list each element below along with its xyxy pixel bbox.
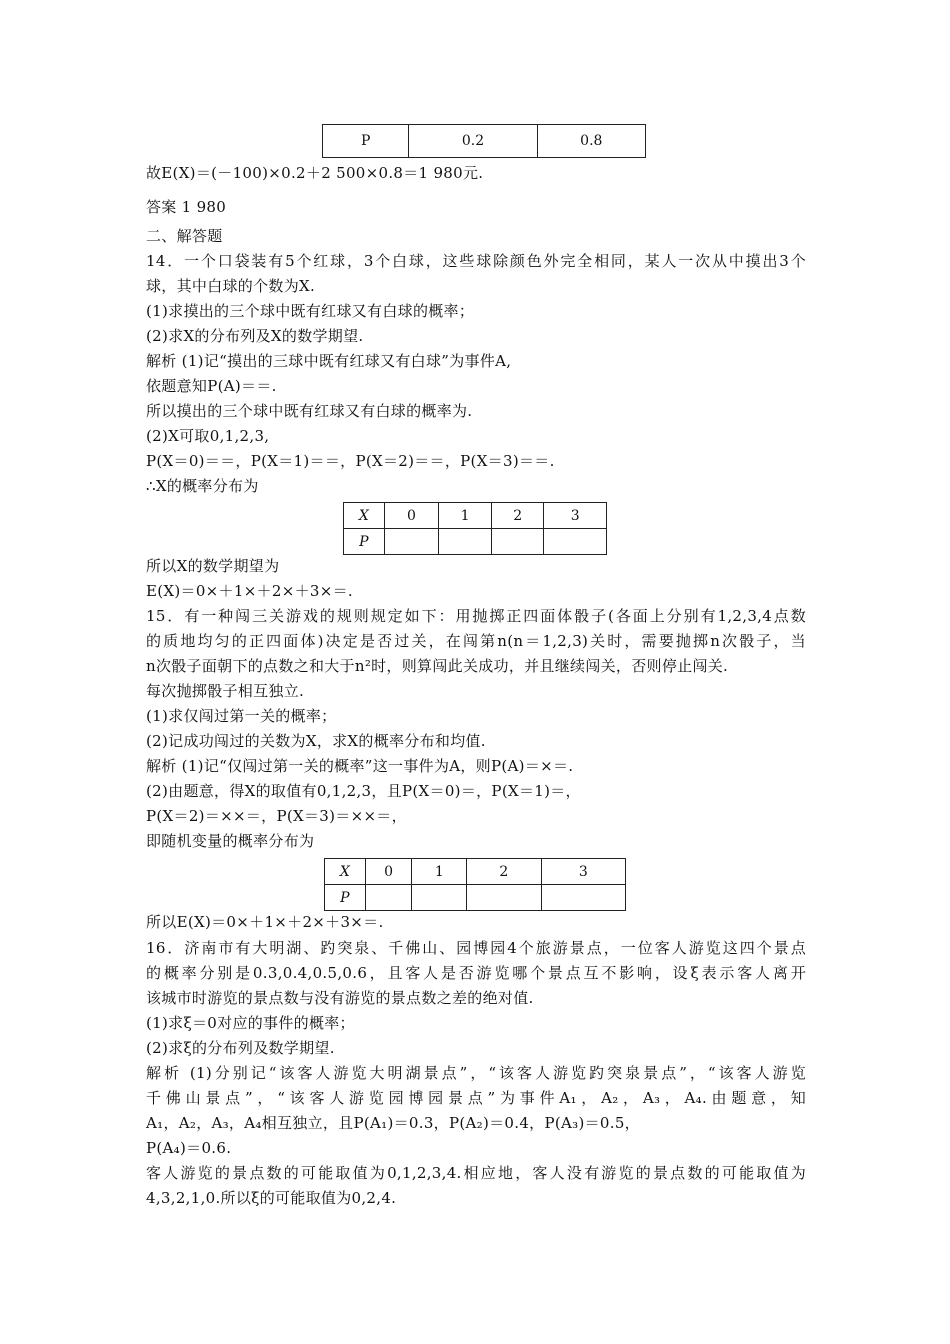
q16-stem-line: 该城市时游览的景点数与没有游览的景点数之差的绝对值. — [146, 989, 534, 1007]
q14-stem-line: 14．一个口袋装有5个红球，3个白球，这些球除颜色外完全相同，某人一次从中摸出3个 — [146, 252, 806, 270]
q16-part1: (1)求ξ＝0对应的事件的概率； — [146, 1014, 355, 1032]
q15-stem-line: n次骰子面朝下的点数之和大于n²时，则算闯此关成功，并且继续闯关，否则停止闯关. — [146, 657, 729, 675]
table-cell — [412, 885, 467, 911]
table-header-cell: 0 — [384, 503, 439, 529]
table-cell — [467, 885, 541, 911]
table-header-cell: 3 — [544, 503, 607, 529]
table-cell — [365, 885, 412, 911]
q16-stem-line: 的概率分别是0.3,0.4,0.5,0.6，且客人是否游览哪个景点互不影响，设ξ表示客人离开 — [146, 964, 806, 982]
q14-solution-line: (2)X可取0,1,2,3, — [146, 427, 270, 445]
q14-part1: (1)求摸出的三个球中既有红球又有白球的概率； — [146, 302, 475, 320]
section-heading: 二、解答题 — [146, 227, 223, 245]
q14-solution-line: 解析 (1)记“摸出的三球中既有红球又有白球”为事件A, — [146, 352, 512, 370]
q14-part2: (2)求X的分布列及X的数学期望. — [146, 327, 364, 345]
q15-part1: (1)求仅闯过第一关的概率； — [146, 707, 337, 725]
q15-stem-line: 的质地均匀的正四面体)决定是否过关，在闯第n(n＝1,2,3)关时，需要抛掷n次骰子，当 — [146, 632, 806, 650]
q16-solution-line: 解析 (1)分别记“该客人游览大明湖景点”，“该客人游览趵突泉景点”，“该客人游览 — [146, 1064, 806, 1082]
q16-solution-line: 客人游览的景点数的可能取值为0,1,2,3,4.相应地，客人没有游览的景点数的可能取值为 — [146, 1164, 806, 1182]
table-header-cell: 1 — [439, 503, 492, 529]
q14-solution-line: ∴X的概率分布为 — [146, 477, 259, 495]
top-probability-table — [322, 124, 646, 158]
q16-solution-line: 4,3,2,1,0.所以ξ的可能取值为0,2,4. — [146, 1189, 397, 1207]
table-row-label: P — [344, 529, 385, 555]
answer-label: 答案 1 980 — [146, 198, 227, 216]
top-table-label: P — [323, 125, 409, 158]
q15-stem-line: 15．有一种闯三关游戏的规则规定如下：用抛掷正四面体骰子(各面上分别有1,2,3,4点数 — [146, 607, 806, 625]
q15-solution-line: 所以E(X)＝0×＋1×＋2×＋3×＝. — [146, 913, 384, 931]
q15-solution-line: (2)由题意，得X的取值有0,1,2,3，且P(X＝0)＝，P(X＝1)＝， — [146, 782, 581, 800]
q16-stem-line: 16．济南市有大明湖、趵突泉、千佛山、园博园4个旅游景点，一位客人游览这四个景点 — [146, 939, 806, 957]
q15-stem-line: 每次抛掷骰子相互独立. — [146, 682, 305, 700]
answer-calculation: 故E(X)＝(－100)×0.2＋2 500×0.8＝1 980元. — [146, 164, 484, 182]
table-header-cell: X — [344, 503, 385, 529]
table-cell — [439, 529, 492, 555]
q14-solution-line: 所以摸出的三个球中既有红球又有白球的概率为. — [146, 402, 473, 420]
q16-solution-line: A₁，A₂，A₃，A₄相互独立，且P(A₁)＝0.3，P(A₂)＝0.4，P(A₃)＝0.5， — [146, 1114, 640, 1132]
table-cell — [541, 885, 625, 911]
table-header-cell: 0 — [365, 859, 412, 885]
q14-distribution-table — [343, 502, 607, 555]
table-header-cell: 2 — [491, 503, 544, 529]
q15-distribution-table — [324, 858, 626, 911]
q15-part2: (2)记成功闯过的关数为X，求X的概率分布和均值. — [146, 732, 486, 750]
q15-solution-line: 即随机变量的概率分布为 — [146, 832, 315, 850]
q14-solution-line: P(X＝0)＝＝，P(X＝1)＝＝，P(X＝2)＝＝，P(X＝3)＝＝. — [146, 452, 555, 470]
table-cell — [544, 529, 607, 555]
table-header-cell: X — [325, 859, 366, 885]
q14-solution-line: E(X)＝0×＋1×＋2×＋3×＝. — [146, 582, 353, 600]
q14-solution-line: 所以X的数学期望为 — [146, 557, 280, 575]
table-header-cell: 2 — [467, 859, 541, 885]
table-row-label: P — [325, 885, 366, 911]
table-header-cell: 3 — [541, 859, 625, 885]
top-table-value: 0.2 — [409, 125, 537, 158]
q14-stem-line: 球，其中白球的个数为X. — [146, 277, 316, 295]
q16-solution-line: 千佛山景点”，“该客人游览园博园景点”为事件A₁，A₂，A₃，A₄.由题意，知 — [146, 1089, 806, 1107]
q16-solution-line: P(A₄)＝0.6. — [146, 1139, 232, 1157]
table-cell — [491, 529, 544, 555]
top-table-value: 0.8 — [537, 125, 645, 158]
table-cell — [384, 529, 439, 555]
q15-solution-line: P(X＝2)＝××＝，P(X＝3)＝××＝， — [146, 807, 407, 825]
q14-solution-line: 依题意知P(A)＝＝. — [146, 377, 277, 395]
q15-solution-line: 解析 (1)记“仅闯过第一关的概率”这一事件为A，则P(A)＝×＝. — [146, 757, 574, 775]
q16-part2: (2)求ξ的分布列及数学期望. — [146, 1039, 335, 1057]
table-header-cell: 1 — [412, 859, 467, 885]
